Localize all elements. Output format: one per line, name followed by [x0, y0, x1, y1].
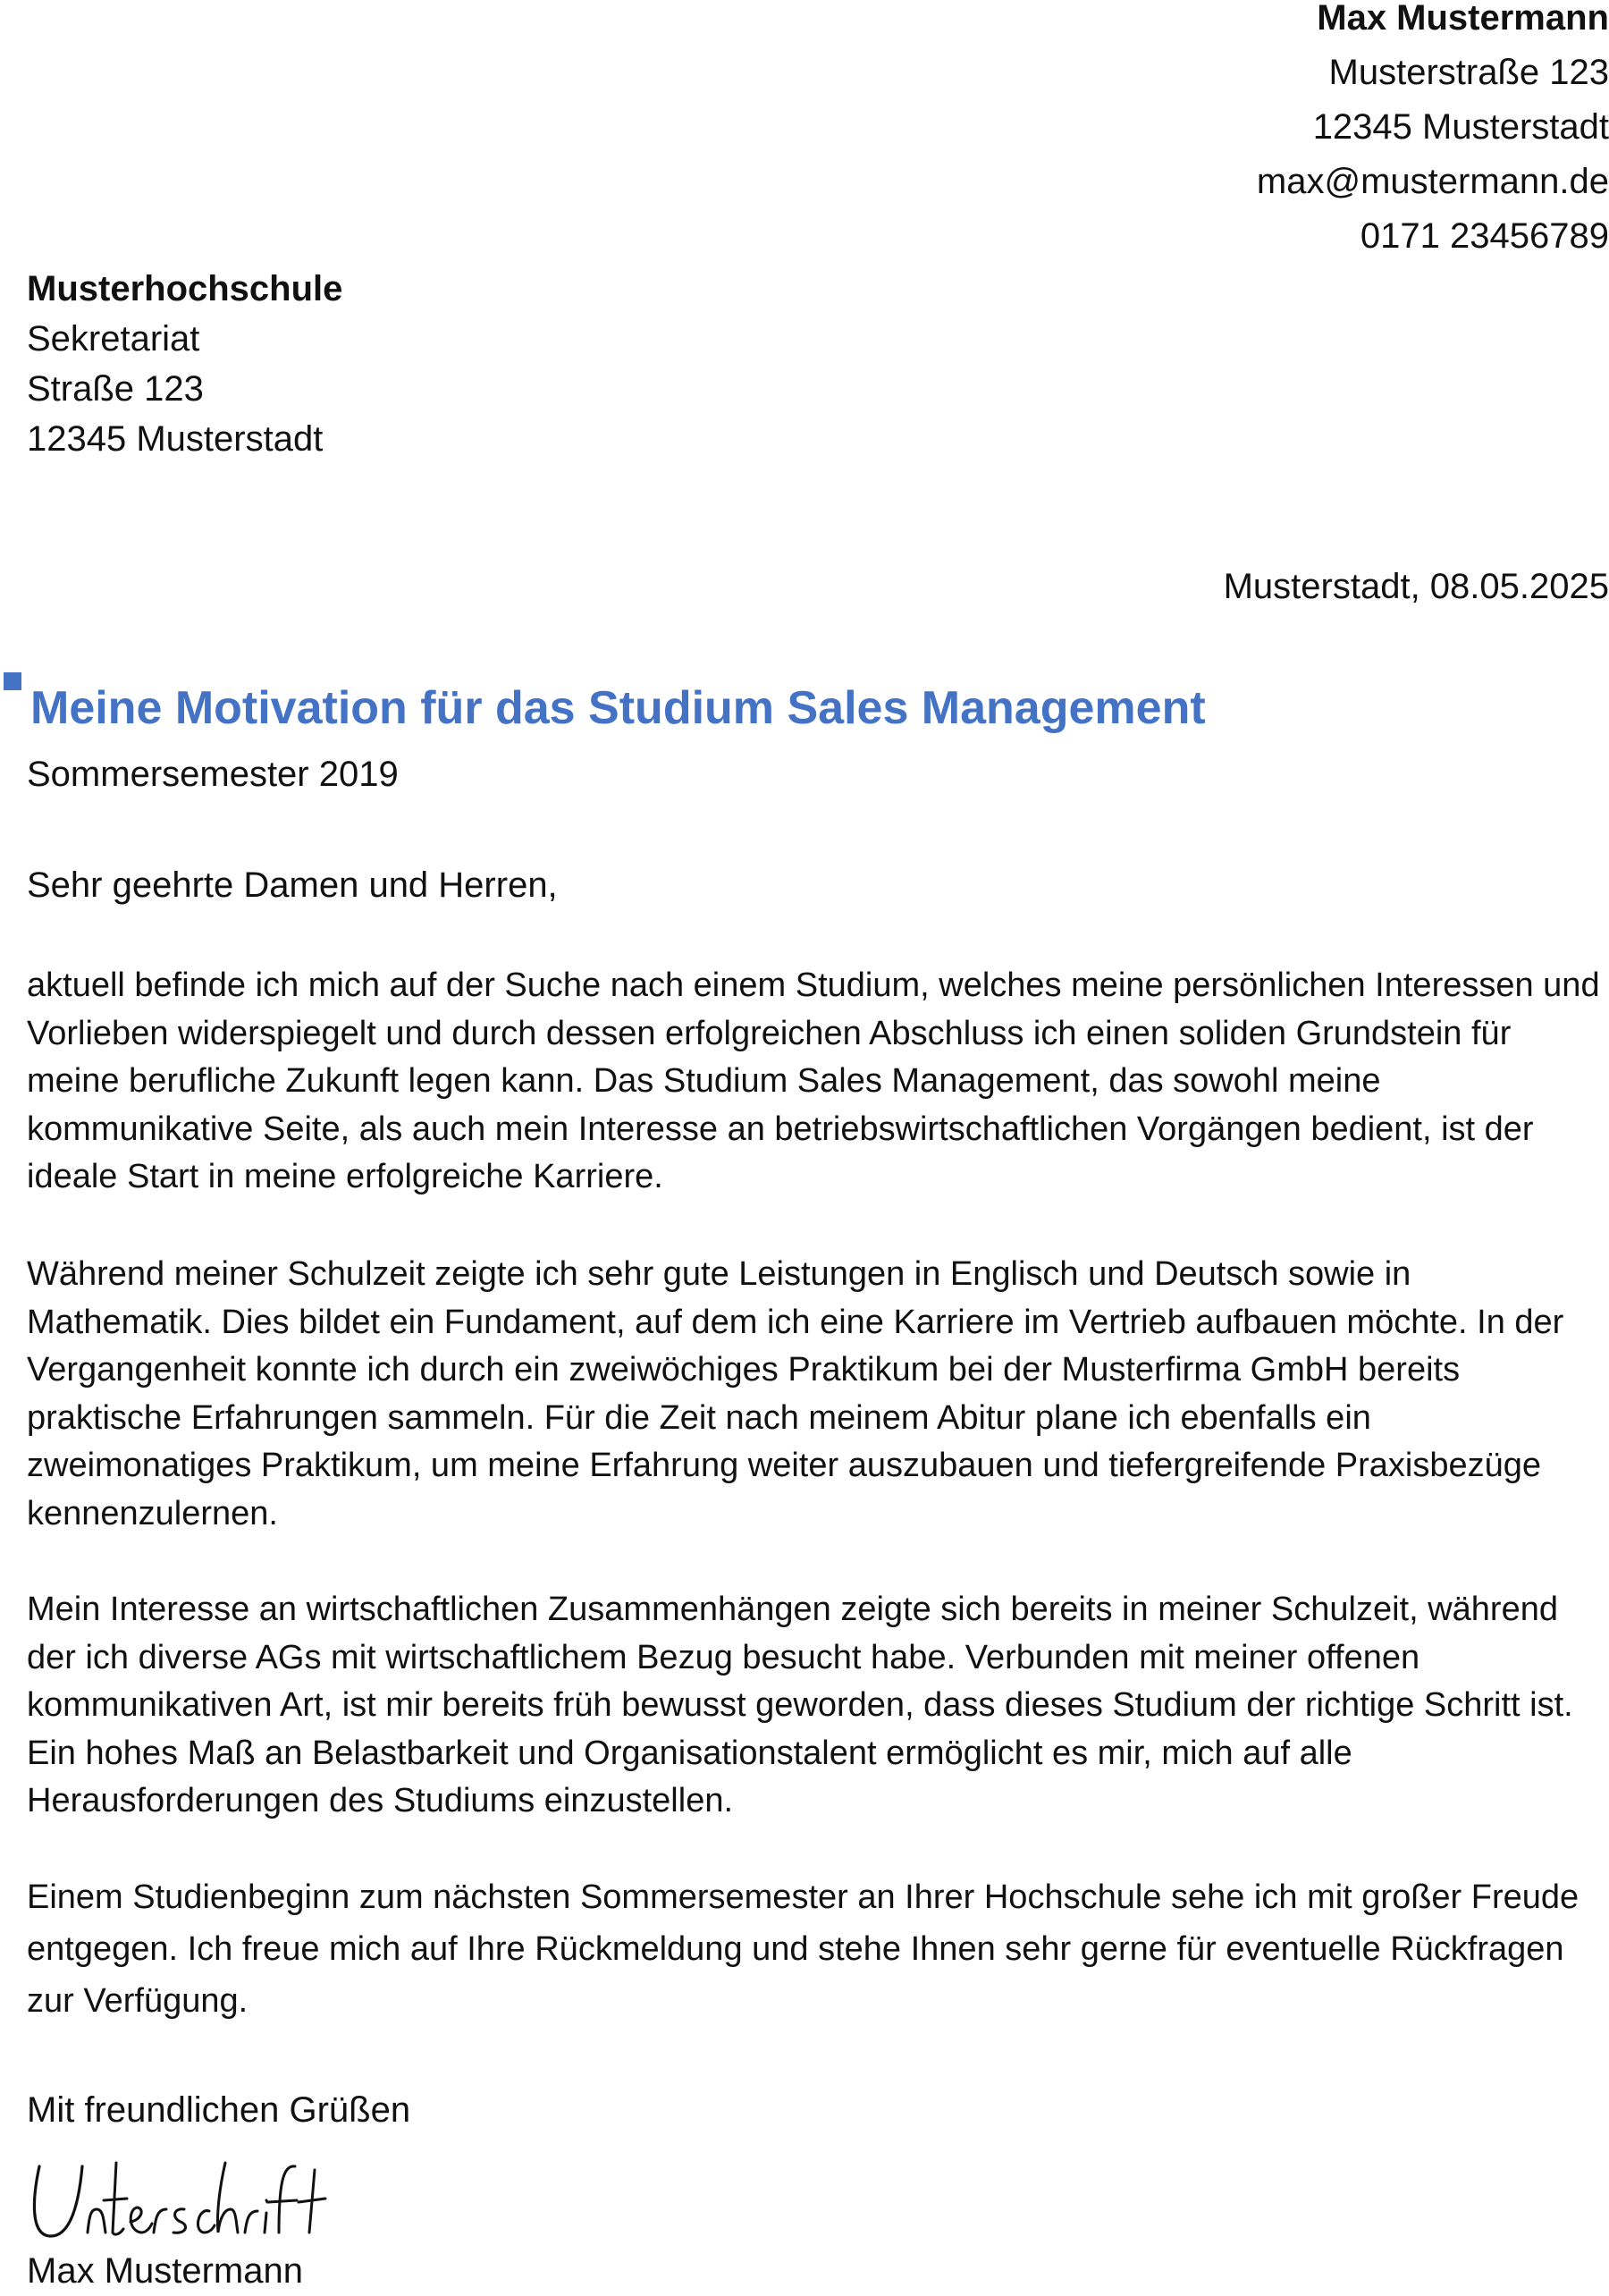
sender-phone: 0171 23456789 [1360, 216, 1609, 256]
sender-name: Max Mustermann [1317, 0, 1609, 38]
signer-name: Max Mustermann [27, 2251, 303, 2291]
sender-address [894, 0, 1609, 264]
recipient-city: 12345 Musterstadt [27, 419, 324, 459]
handwritten-signature [27, 2150, 331, 2249]
letter-date: Musterstadt, 08.05.2025 [1223, 567, 1609, 606]
body-paragraph-4: Einem Studienbeginn zum nächsten Sommersemester an Ihrer Hochschule sehe ich mit großer Freude entgegen. Ich freue mich auf Ihre Rückmeldung und stehe Ihnen sehr gerne für eventuelle Rückfragen zur Verfügung. [27, 1878, 1580, 2020]
recipient-institution: Musterhochschule [27, 269, 343, 308]
sender-city: 12345 Musterstadt [1312, 107, 1609, 147]
body-paragraph-1: aktuell befinde ich mich auf der Suche nach einem Studium, welches meine persönlichen Interessen und Vorlieben widerspiegelt und durch dessen erfolgreichen Abschluss ich einen soliden Grundstein für meine berufliche Zukunft legen kann. Das Studium Sales Management, das sowohl meine kommunikative Seite, als auch mein Interesse an betriebswirtschaftlichen Vorgängen bedient, ist der ideale Start in meine erfolgreiche Karriere. [27, 967, 1600, 1196]
letter-title: Meine Motivation für das Studium Sales Management [30, 682, 1206, 734]
recipient-address [27, 264, 342, 464]
sender-street: Musterstraße 123 [1328, 53, 1609, 92]
closing: Mit freundlichen Grüßen [27, 2090, 411, 2130]
sender-email: max@mustermann.de [1256, 162, 1609, 201]
recipient-department: Sekretariat [27, 319, 200, 359]
letter-subtitle: Sommersemester 2019 [27, 755, 399, 794]
body-paragraph-3: Mein Interesse an wirtschaftlichen Zusammenhängen zeigte sich bereits in meiner Schulzeit, während der ich diverse AGs mit wirtschaftlichem Bezug besucht habe. Verbunden mit meiner offenen kommunikativen Art, ist mir bereits früh bewusst geworden, dass dieses Studium der richtige Schritt ist. Ein hohes Maß an Belastbarkeit und Organisationstalent ermöglicht es mir, mich auf alle Herausforderungen des Studiums einzustellen. [27, 1591, 1573, 1820]
title-marker [4, 672, 21, 690]
recipient-street: Straße 123 [27, 369, 204, 409]
body-paragraph-2: Während meiner Schulzeit zeigte ich sehr gute Leistungen in Englisch und Deutsch sowie in Mathematik. Dies bildet ein Fundament, auf dem ich eine Karriere im Vertrieb aufbauen möchte. In der Vergangenheit konnte ich durch ein zweiwöchiges Praktikum bei der Musterfirma GmbH bereits praktische Erfahrungen sammeln. Für die Zeit nach meinem Abitur plane ich ebenfalls ein zweimonatiges Praktikum, um meine Erfahrung weiter auszubauen und tiefergreifende Praxisbezüge kennenzulernen. [27, 1255, 1564, 1532]
salutation: Sehr geehrte Damen und Herren, [27, 865, 558, 905]
